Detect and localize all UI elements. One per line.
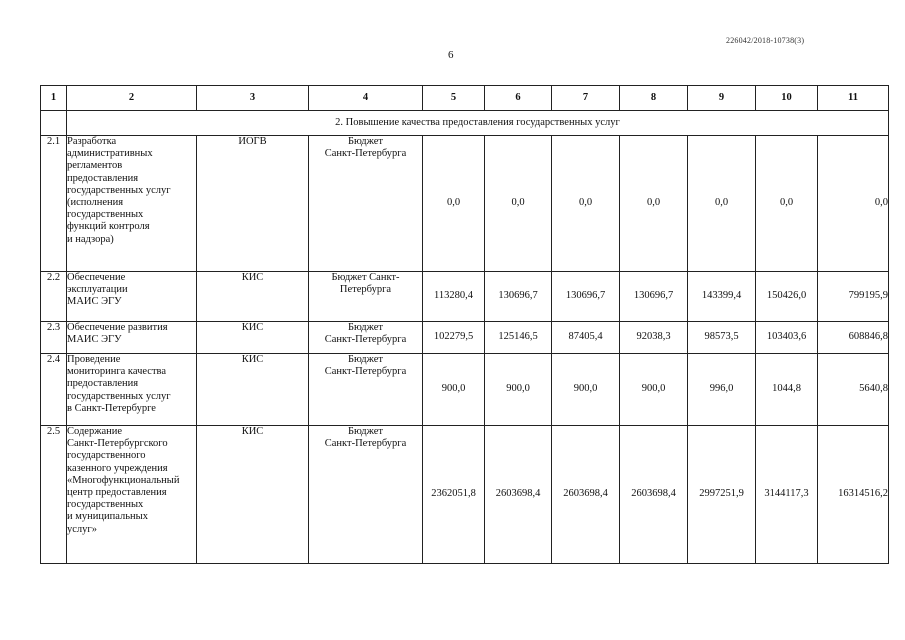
activity-name-line: государственных услуг <box>67 184 171 196</box>
funding-total: 5640,8 <box>818 354 889 426</box>
executor: КИС <box>197 354 309 426</box>
funding-total: 608846,8 <box>818 322 889 354</box>
funding-value: 900,0 <box>423 354 485 426</box>
funding-source-line: Бюджет Санкт- <box>331 272 400 283</box>
activity-name-line: эксплуатации <box>67 284 128 296</box>
funding-value: 2603698,4 <box>620 426 688 564</box>
activity-name-line: государственных <box>67 499 144 511</box>
funding-value: 87405,4 <box>552 322 620 354</box>
activity-name-line: государственного <box>67 450 146 462</box>
activity-name-line: МАИС ЭГУ <box>67 296 122 308</box>
activity-name <box>67 272 197 322</box>
funding-value: 130696,7 <box>485 272 552 322</box>
funding-value: 143399,4 <box>688 272 756 322</box>
column-header: 7 <box>552 86 620 111</box>
funding-source-line: Бюджет <box>347 426 384 437</box>
funding-value: 98573,5 <box>688 322 756 354</box>
row-number: 2.4 <box>41 354 67 426</box>
funding-source-line: Санкт-Петербурга <box>324 438 407 450</box>
funding-value: 3144117,3 <box>756 426 818 564</box>
activity-name-line: и надзора) <box>67 233 114 245</box>
column-header: 3 <box>197 86 309 111</box>
funding-value: 125146,5 <box>485 322 552 354</box>
funding-source <box>309 136 423 272</box>
funding-value: 996,0 <box>688 354 756 426</box>
column-number-row <box>41 86 889 111</box>
funding-value: 92038,3 <box>620 322 688 354</box>
activity-name-line: и муниципальных <box>67 511 148 523</box>
funding-value: 2997251,9 <box>688 426 756 564</box>
executor: КИС <box>197 426 309 564</box>
column-header: 8 <box>620 86 688 111</box>
funding-value: 0,0 <box>423 136 485 272</box>
column-header: 11 <box>818 86 889 111</box>
funding-value: 0,0 <box>552 136 620 272</box>
activity-name-line: казенного учреждения <box>67 462 168 474</box>
document-registration-number: 226042/2018-10738(3) <box>726 36 805 45</box>
activity-name-line: предоставления <box>67 172 139 184</box>
funding-value: 0,0 <box>620 136 688 272</box>
funding-source <box>309 426 423 564</box>
funding-source-line: Бюджет <box>347 354 384 365</box>
funding-source-line: Петербурга <box>339 284 392 296</box>
activity-name <box>67 426 197 564</box>
funding-value: 900,0 <box>552 354 620 426</box>
executor: ИОГВ <box>197 136 309 272</box>
activity-name-line: мониторинга качества <box>67 366 167 378</box>
funding-total: 799195,9 <box>818 272 889 322</box>
page-number: 6 <box>448 49 454 61</box>
column-header: 6 <box>485 86 552 111</box>
activity-name-line: в Санкт-Петербурге <box>67 402 156 414</box>
funding-value: 2603698,4 <box>485 426 552 564</box>
funding-value: 0,0 <box>756 136 818 272</box>
activity-name-line: Обеспечение <box>67 272 126 283</box>
column-header: 9 <box>688 86 756 111</box>
activity-name-line: (исполнения <box>67 197 124 209</box>
activity-name <box>67 322 197 354</box>
activity-name-line: предоставления <box>67 378 139 390</box>
activity-name-line: Обеспечение развития <box>67 322 168 333</box>
funding-value: 113280,4 <box>423 272 485 322</box>
activity-name <box>67 136 197 272</box>
program-funding-table <box>40 85 889 564</box>
activity-name-line: центр предоставления <box>67 487 167 499</box>
funding-value: 900,0 <box>485 354 552 426</box>
column-header: 5 <box>423 86 485 111</box>
activity-name-line: функций контроля <box>67 221 150 233</box>
activity-name-line: государственных услуг <box>67 390 171 402</box>
activity-name-line: Санкт-Петербургского <box>67 438 168 450</box>
funding-value: 103403,6 <box>756 322 818 354</box>
executor: КИС <box>197 272 309 322</box>
funding-value: 130696,7 <box>620 272 688 322</box>
row-number: 2.1 <box>41 136 67 272</box>
activity-name-line: «Многофункциональный <box>67 474 180 486</box>
activity-name-line: Разработка <box>67 136 117 147</box>
funding-total: 16314516,2 <box>818 426 889 564</box>
column-header: 1 <box>41 86 67 111</box>
executor: КИС <box>197 322 309 354</box>
funding-value: 102279,5 <box>423 322 485 354</box>
funding-value: 1044,8 <box>756 354 818 426</box>
row-number: 2.3 <box>41 322 67 354</box>
activity-name-line: МАИС ЭГУ <box>67 334 122 346</box>
table-row <box>41 272 889 322</box>
row-number: 2.2 <box>41 272 67 322</box>
column-header: 4 <box>309 86 423 111</box>
column-header: 10 <box>756 86 818 111</box>
funding-value: 0,0 <box>688 136 756 272</box>
funding-source-line: Санкт-Петербурга <box>324 334 407 346</box>
activity-name-line: Проведение <box>67 354 121 365</box>
funding-total: 0,0 <box>818 136 889 272</box>
funding-source <box>309 354 423 426</box>
table-row <box>41 354 889 426</box>
funding-source-line: Бюджет <box>347 136 384 147</box>
table-row <box>41 136 889 272</box>
funding-source-line: Санкт-Петербурга <box>324 148 407 160</box>
activity-name-line: Содержание <box>67 426 123 437</box>
funding-value: 0,0 <box>485 136 552 272</box>
activity-name <box>67 354 197 426</box>
funding-source-line: Бюджет <box>347 322 384 333</box>
funding-value: 900,0 <box>620 354 688 426</box>
activity-name-line: услуг» <box>67 523 97 535</box>
funding-value: 150426,0 <box>756 272 818 322</box>
section-title: 2. Повышение качества предоставления государственных услуг <box>67 111 889 136</box>
table-row <box>41 426 889 564</box>
funding-value: 130696,7 <box>552 272 620 322</box>
activity-name-line: регламентов <box>67 160 123 172</box>
funding-value: 2603698,4 <box>552 426 620 564</box>
section-header-row <box>41 111 889 136</box>
row-number: 2.5 <box>41 426 67 564</box>
funding-source-line: Санкт-Петербурга <box>324 366 407 378</box>
table-row <box>41 322 889 354</box>
activity-name-line: административных <box>67 148 153 160</box>
column-header: 2 <box>67 86 197 111</box>
funding-source <box>309 272 423 322</box>
activity-name-line: государственных <box>67 209 144 221</box>
funding-value: 2362051,8 <box>423 426 485 564</box>
funding-source <box>309 322 423 354</box>
